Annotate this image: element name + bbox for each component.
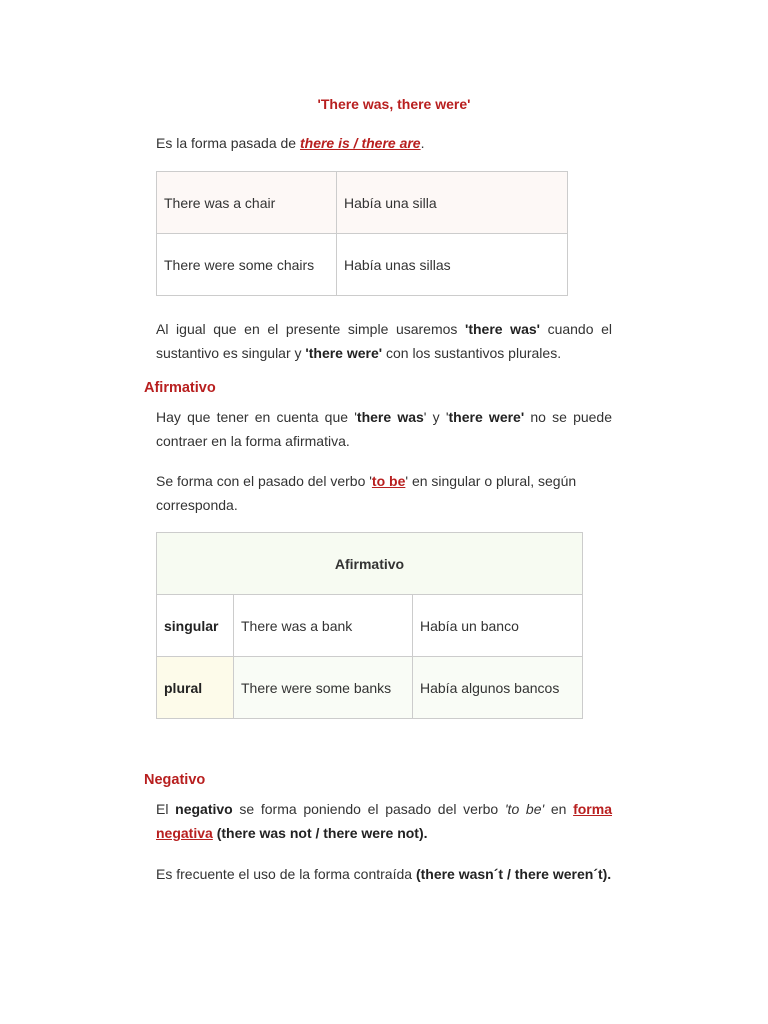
afirmativo-text: ' y ': [423, 409, 449, 425]
afirmativo-heading: Afirmativo: [144, 380, 216, 396]
table-cell-spanish: Había una silla: [337, 172, 568, 234]
intro-paragraph: [156, 131, 612, 155]
afirmativo-paragraph-2: [156, 469, 612, 517]
table-cell-spanish: Había algunos bancos: [413, 657, 583, 719]
negativo-bold: negativo: [175, 801, 233, 817]
table-row: [157, 595, 583, 657]
table-cell-english: There was a bank: [234, 595, 413, 657]
row-label-singular: singular: [157, 595, 234, 657]
afirmativo-text: ' en singular o plural, según corresponda.: [156, 473, 577, 513]
table-row: [157, 234, 568, 296]
there-was-bold: there was: [356, 409, 424, 425]
there-is-there-are-link[interactable]: there is / there are: [299, 135, 421, 151]
usage-text: con los sustantivos plurales.: [382, 345, 562, 361]
negativo-paragraph-2: [156, 862, 612, 886]
row-label-plural: plural: [157, 657, 234, 719]
negativo-forms-bold: (there was not / there were not).: [212, 825, 428, 841]
afirmativo-text: no se puede contraer en la forma afirmativa.: [156, 409, 613, 449]
negativo-text: El: [156, 801, 176, 817]
there-was-bold: 'there was': [465, 321, 540, 337]
intro-end: .: [420, 135, 425, 151]
example-table: [156, 171, 568, 296]
to-be-italic: 'to be': [504, 801, 545, 817]
there-were-bold: there were': [448, 409, 525, 425]
negativo-heading: Negativo: [144, 772, 206, 788]
table-cell-english: There were some chairs: [157, 234, 337, 296]
negativo-text: en: [544, 801, 574, 817]
negativo-paragraph-1: [156, 797, 612, 845]
afirmativo-table: [156, 532, 583, 719]
table-row: [157, 172, 568, 234]
usage-text: Al igual que en el presente simple usaremos: [156, 321, 466, 337]
table-cell-spanish: Había unas sillas: [337, 234, 568, 296]
forma-negativa-link[interactable]: forma negativa: [156, 801, 612, 841]
negativo-text: Es frecuente el uso de la forma contraída: [156, 866, 416, 882]
table-row: [157, 657, 583, 719]
afirmativo-paragraph-1: [156, 405, 612, 453]
usage-paragraph: [156, 317, 612, 365]
usage-text: cuando el sustantivo es singular y: [156, 321, 612, 361]
contracted-forms-bold: (there wasn´t / there weren´t).: [415, 866, 612, 882]
there-were-bold: 'there were': [305, 345, 383, 361]
afirmativo-text: Se forma con el pasado del verbo ': [156, 473, 372, 489]
afirmativo-text: Hay que tener en cuenta que ': [156, 409, 357, 425]
table-header: Afirmativo: [157, 533, 583, 595]
table-header-row: [157, 533, 583, 595]
to-be-link[interactable]: to be: [371, 473, 406, 489]
negativo-text: se forma poniendo el pasado del verbo: [232, 801, 505, 817]
table-cell-english: There was a chair: [157, 172, 337, 234]
intro-text: Es la forma pasada de: [156, 135, 300, 151]
table-cell-spanish: Había un banco: [413, 595, 583, 657]
page-title: 'There was, there were': [317, 96, 471, 112]
table-cell-english: There were some banks: [234, 657, 413, 719]
